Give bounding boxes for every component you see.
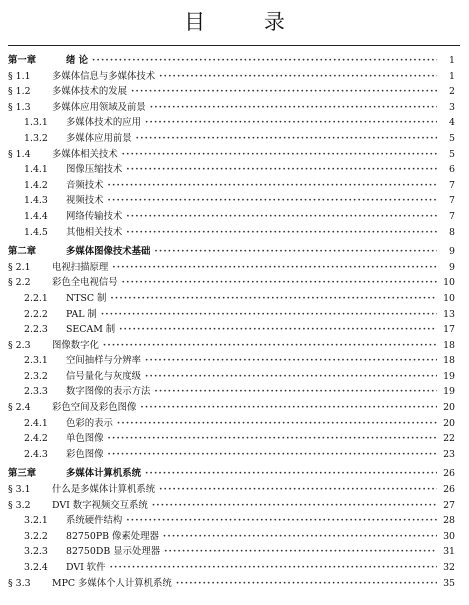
entry-title: 多媒体应用前景 (66, 132, 132, 144)
toc-subsection-row[interactable] (0, 193, 469, 209)
entry-number: 1.4.5 (24, 226, 48, 238)
toc-subsection-row[interactable] (0, 291, 469, 307)
entry-number: § 1.2 (8, 86, 31, 98)
toc-subsection-row[interactable] (0, 225, 469, 241)
entry-title: 多媒体计算机系统 (66, 468, 142, 480)
entry-page-number: 18 (443, 355, 455, 367)
toc-section-row[interactable] (0, 576, 469, 592)
entry-title: 电视扫描原理 (52, 261, 109, 273)
dot-leader (150, 100, 437, 116)
toc-subsection-row[interactable] (0, 416, 469, 432)
dot-leader (108, 193, 437, 209)
page-title: 目 录 (184, 10, 311, 34)
dot-leader (140, 400, 437, 416)
entry-title: 什么是多媒体计算机系统 (52, 484, 156, 496)
entry-number: 2.4.2 (24, 433, 48, 445)
entry-title: 信号量化与灰度级 (66, 370, 142, 382)
entry-title: SECAM 制 (66, 324, 116, 336)
entry-title: DVI 数字视频交互系统 (52, 499, 148, 511)
entry-title: 多媒体应用领域及前景 (52, 101, 146, 113)
entry-page-number: 9 (449, 246, 455, 258)
entry-number: § 1.4 (8, 148, 31, 160)
entry-title: 其他相关技术 (66, 226, 123, 238)
toc-section-row[interactable] (0, 100, 469, 116)
toc-chapter-row[interactable] (0, 53, 469, 69)
entry-title: 数字图像的表示方法 (66, 386, 151, 398)
entry-number: 1.4.2 (24, 179, 48, 191)
entry-number: 2.3.1 (24, 355, 48, 367)
entry-number: § 2.2 (8, 277, 31, 289)
entry-page-number: 5 (449, 148, 455, 160)
entry-number: 1.4.4 (24, 210, 48, 222)
dot-leader (159, 482, 437, 498)
table-of-contents (0, 53, 469, 591)
entry-number: § 1.1 (8, 70, 31, 82)
entry-page-number: 19 (443, 386, 455, 398)
title-divider (8, 45, 460, 46)
entry-page-number: 7 (449, 179, 455, 191)
dot-leader (145, 369, 437, 385)
entry-number: 1.4.3 (24, 195, 48, 207)
entry-title: 彩色图像 (66, 448, 104, 460)
entry-title: 82750DB 显示处理器 (66, 546, 161, 558)
dot-leader (108, 447, 437, 463)
dot-leader (117, 416, 437, 432)
dot-leader (164, 544, 437, 560)
entry-title: 单色图像 (66, 433, 104, 445)
toc-subsection-row[interactable] (0, 447, 469, 463)
entry-page-number: 5 (449, 132, 455, 144)
dot-leader (131, 84, 437, 100)
entry-page-number: 22 (443, 433, 455, 445)
toc-section-row[interactable] (0, 482, 469, 498)
toc-subsection-row[interactable] (0, 369, 469, 385)
entry-number: § 3.1 (8, 484, 31, 496)
entry-number: § 2.3 (8, 339, 31, 351)
entry-page-number: 20 (443, 402, 455, 414)
dot-leader (126, 225, 437, 241)
entry-title: NTSC 制 (66, 292, 107, 304)
entry-page-number: 32 (443, 562, 455, 573)
entry-page-number: 26 (443, 484, 455, 496)
entry-page-number: 9 (449, 261, 455, 273)
entry-title: PAL 制 (66, 308, 97, 320)
entry-title: 视频技术 (66, 195, 104, 207)
entry-number: § 2.4 (8, 402, 31, 414)
entry-title: 网络传输技术 (66, 210, 123, 222)
entry-number: 1.3.2 (24, 132, 48, 144)
entry-page-number: 35 (443, 577, 455, 589)
entry-page-number: 4 (449, 117, 455, 129)
dot-leader (126, 209, 437, 225)
toc-subsection-row[interactable] (0, 307, 469, 323)
entry-title: 空间抽样与分辨率 (66, 355, 142, 367)
entry-number: 2.4.1 (24, 417, 48, 429)
dot-leader (145, 115, 437, 131)
entry-number: 3.2.1 (24, 515, 48, 527)
entry-title: 多媒体相关技术 (52, 148, 118, 160)
entry-title: 82750PB 像素处理器 (66, 530, 159, 542)
dot-leader (108, 431, 437, 447)
dot-leader (152, 498, 437, 514)
entry-number: 第二章 (8, 246, 37, 258)
entry-title: DVI 软件 (66, 562, 106, 573)
entry-number: 1.3.1 (24, 117, 48, 129)
entry-page-number: 2 (449, 86, 455, 98)
entry-title: 多媒体技术的应用 (66, 117, 142, 129)
toc-section-row[interactable] (0, 400, 469, 416)
entry-page-number: 7 (449, 195, 455, 207)
dot-leader (122, 147, 437, 163)
entry-page-number: 10 (443, 277, 455, 289)
dot-leader (112, 260, 437, 276)
toc-chapter-row[interactable] (0, 466, 469, 482)
entry-page-number: 13 (443, 308, 455, 320)
dot-leader (110, 560, 437, 576)
toc-section-row[interactable] (0, 69, 469, 85)
entry-number: 3.2.4 (24, 562, 48, 573)
toc-section-row[interactable] (0, 338, 469, 354)
entry-number: 1.4.1 (24, 164, 48, 176)
entry-number: 2.3.3 (24, 386, 48, 398)
toc-subsection-row[interactable] (0, 513, 469, 529)
dot-leader (154, 244, 437, 260)
toc-subsection-row[interactable] (0, 544, 469, 560)
entry-title: 系统硬件结构 (66, 515, 123, 527)
entry-number: § 1.3 (8, 101, 31, 113)
entry-number: 第三章 (8, 468, 37, 480)
entry-title: 彩色全电视信号 (52, 277, 118, 289)
entry-page-number: 7 (449, 210, 455, 222)
dot-leader (108, 178, 437, 194)
entry-page-number: 20 (443, 417, 455, 429)
toc-subsection-row[interactable] (0, 353, 469, 369)
toc-subsection-row[interactable] (0, 178, 469, 194)
entry-title: 多媒体技术的发展 (52, 86, 128, 98)
dot-leader (119, 322, 437, 338)
toc-subsection-row[interactable] (0, 560, 469, 576)
dot-leader (101, 307, 437, 323)
dot-leader (136, 131, 437, 147)
dot-leader (126, 162, 437, 178)
toc-chapter-row[interactable] (0, 244, 469, 260)
dot-leader (154, 384, 437, 400)
toc-subsection-row[interactable] (0, 384, 469, 400)
entry-number: 2.2.2 (24, 308, 48, 320)
dot-leader (145, 353, 437, 369)
toc-subsection-row[interactable] (0, 209, 469, 225)
toc-section-row[interactable] (0, 84, 469, 100)
entry-page-number: 10 (443, 292, 455, 304)
toc-subsection-row[interactable] (0, 529, 469, 545)
toc-subsection-row[interactable] (0, 322, 469, 338)
dot-leader (92, 53, 437, 69)
entry-page-number: 1 (449, 55, 455, 66)
entry-page-number: 23 (443, 448, 455, 460)
entry-page-number: 27 (443, 499, 455, 511)
entry-page-number: 17 (443, 324, 455, 336)
entry-title: 多媒体信息与多媒体技术 (52, 70, 156, 82)
toc-subsection-row[interactable] (0, 162, 469, 178)
entry-page-number: 8 (449, 226, 455, 238)
dot-leader (103, 338, 437, 354)
entry-number: § 3.3 (8, 577, 31, 589)
entry-page-number: 31 (443, 546, 455, 558)
entry-page-number: 18 (443, 339, 455, 351)
toc-section-row[interactable] (0, 275, 469, 291)
entry-title: 音频技术 (66, 179, 104, 191)
toc-subsection-row[interactable] (0, 431, 469, 447)
entry-page-number: 3 (449, 101, 455, 113)
dot-leader (163, 529, 437, 545)
dot-leader (126, 513, 437, 529)
entry-page-number: 19 (443, 370, 455, 382)
entry-page-number: 6 (449, 164, 455, 176)
entry-title: 绪 论 (66, 55, 89, 66)
dot-leader (122, 275, 437, 291)
entry-title: MPC 多媒体个人计算机系统 (52, 577, 172, 589)
dot-leader (176, 576, 437, 592)
toc-section-row[interactable] (0, 260, 469, 276)
entry-number: § 3.2 (8, 499, 31, 511)
entry-title: 色彩的表示 (66, 417, 113, 429)
entry-title: 图像压缩技术 (66, 164, 123, 176)
entry-title: 图像数字化 (52, 339, 99, 351)
entry-number: § 2.1 (8, 261, 31, 273)
entry-title: 多媒体图像技术基础 (66, 246, 151, 258)
toc-subsection-row[interactable] (0, 115, 469, 131)
entry-number: 3.2.2 (24, 530, 48, 542)
toc-subsection-row[interactable] (0, 131, 469, 147)
entry-number: 2.2.3 (24, 324, 48, 336)
entry-page-number: 28 (443, 515, 455, 527)
entry-title: 彩色空间及彩色图像 (52, 402, 137, 414)
toc-section-row[interactable] (0, 498, 469, 514)
entry-page-number: 1 (449, 70, 455, 82)
toc-section-row[interactable] (0, 147, 469, 163)
entry-page-number: 26 (443, 468, 455, 480)
entry-number: 3.2.3 (24, 546, 48, 558)
dot-leader (110, 291, 437, 307)
entry-page-number: 30 (443, 530, 455, 542)
dot-leader (159, 69, 437, 85)
entry-number: 2.2.1 (24, 292, 48, 304)
entry-number: 2.4.3 (24, 448, 48, 460)
entry-number: 第一章 (8, 55, 37, 66)
dot-leader (145, 466, 437, 482)
entry-number: 2.3.2 (24, 370, 48, 382)
